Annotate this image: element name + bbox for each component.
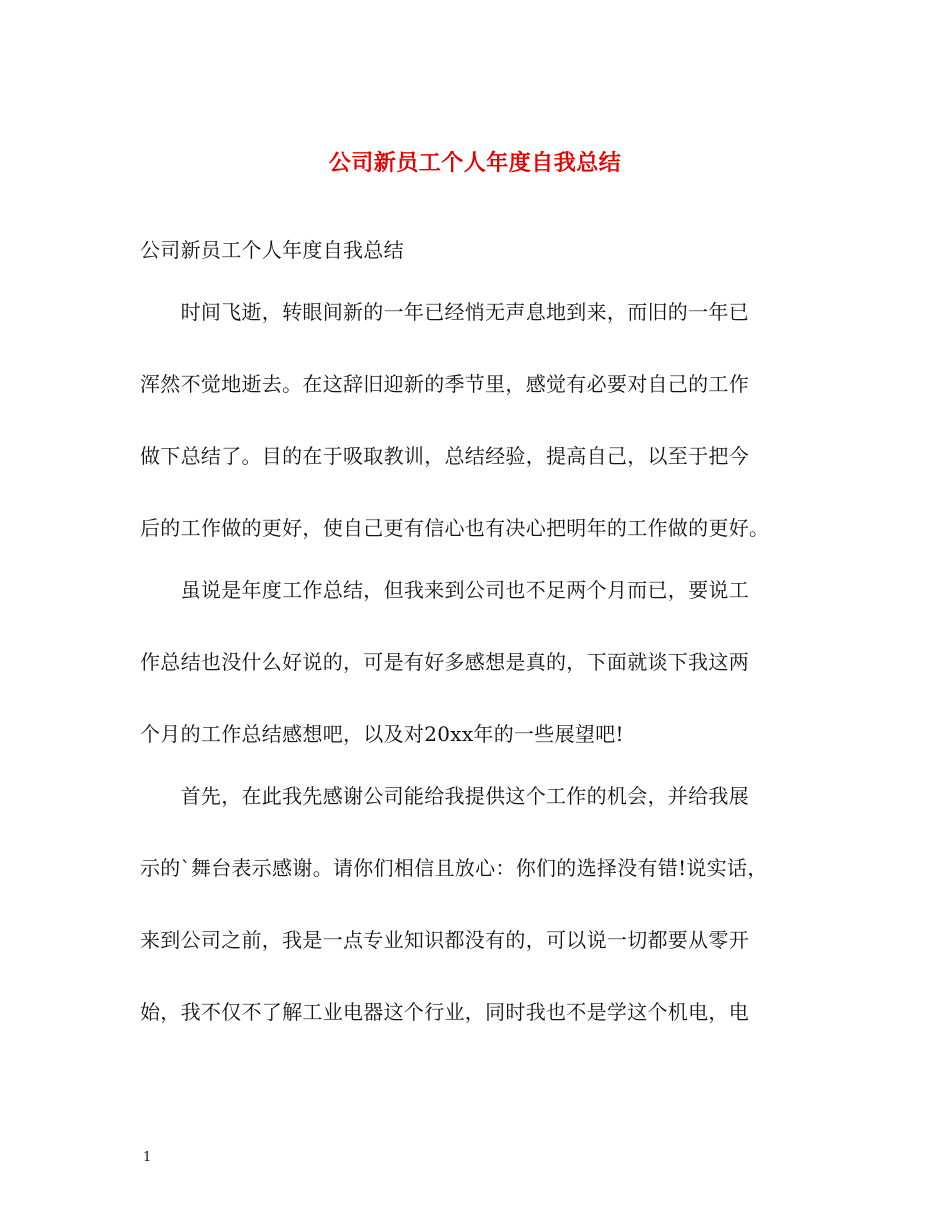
paragraph-line: 首先，在此我先感谢公司能给我提供这个工作的机会，并给我展	[140, 784, 749, 808]
document-title: 公司新员工个人年度自我总结	[328, 150, 622, 176]
paragraph-line: 浑然不觉地逝去。在这辞旧迎新的季节里，感觉有必要对自己的工作	[140, 372, 749, 396]
paragraph-line: 示的`舞台表示感谢。请你们相信且放心：你们的选择没有错!说实话，	[140, 856, 768, 880]
paragraph-line: 作总结也没什么好说的，可是有好多感想是真的，下面就谈下我这两	[140, 650, 749, 674]
paragraph-line: 个月的工作总结感想吧，以及对20xx年的一些展望吧!	[140, 722, 624, 746]
document-subtitle: 公司新员工个人年度自我总结	[140, 238, 404, 262]
paragraph-line: 始，我不仅不了解工业电器这个行业，同时我也不是学这个机电，电	[140, 1000, 749, 1024]
paragraph-line: 后的工作做的更好，使自己更有信心也有决心把明年的工作做的更好。	[140, 516, 770, 540]
paragraph-line: 来到公司之前，我是一点专业知识都没有的，可以说一切都要从零开	[140, 928, 749, 952]
paragraph-line: 时间飞逝，转眼间新的一年已经悄无声息地到来，而旧的一年已	[140, 300, 749, 324]
page-number: 1	[143, 1150, 152, 1165]
paragraph-line: 做下总结了。目的在于吸取教训，总结经验，提高自己，以至于把今	[140, 444, 749, 468]
paragraph-line: 虽说是年度工作总结，但我来到公司也不足两个月而已，要说工	[140, 578, 749, 602]
